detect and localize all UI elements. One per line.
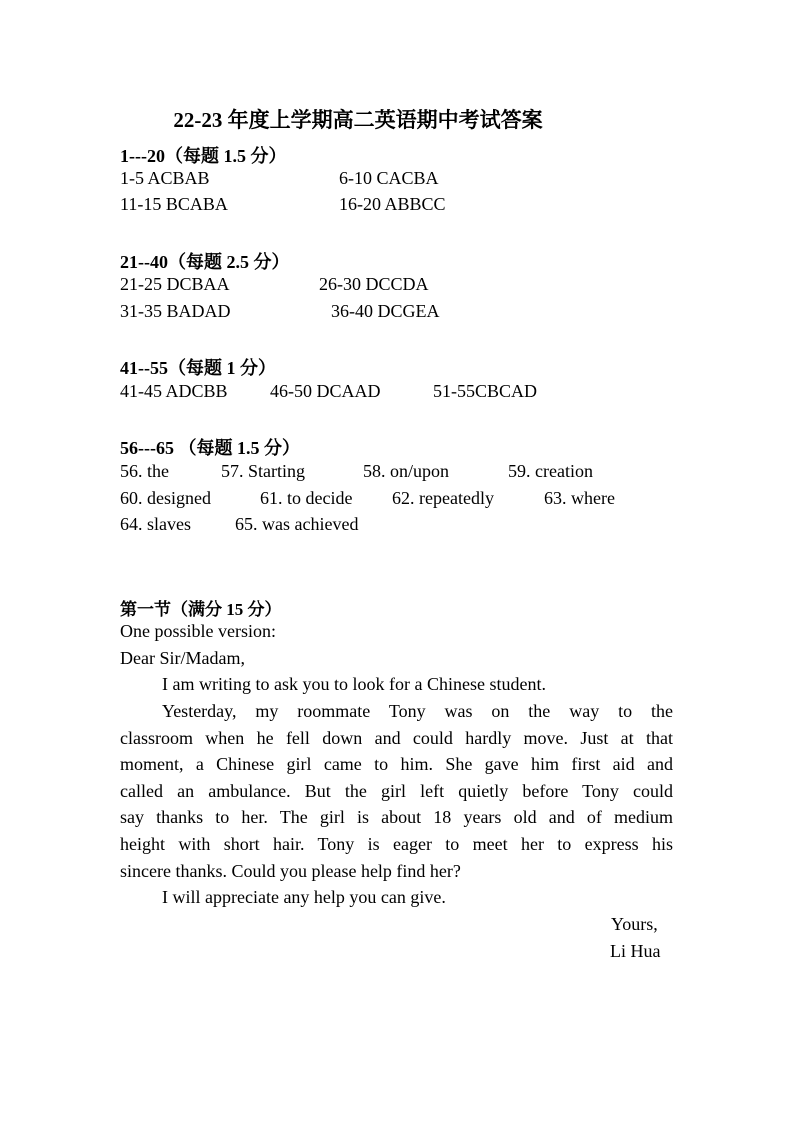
- section-heading-56-65: 56---65 （每题 1.5 分）: [120, 438, 300, 458]
- essay-paragraph-2-line: called an ambulance. But the girl left quietly before Tony could: [120, 781, 673, 801]
- essay-paragraph-2-line: say thanks to her. The girl is about 18 years old and of medium: [120, 807, 673, 827]
- essay-paragraph-1: I am writing to ask you to look for a Chinese student.: [162, 674, 546, 694]
- answer-item: 60. designed: [120, 488, 211, 508]
- answer-group: 51-55CBCAD: [433, 381, 538, 401]
- answer-item: 58. on/upon: [363, 461, 450, 481]
- answer-item: 61. to decide: [260, 488, 353, 508]
- answer-item: 65. was achieved: [235, 514, 359, 534]
- answer-item: 64. slaves: [120, 514, 191, 534]
- section-heading-21-40: 21--40（每题 2.5 分）: [120, 252, 290, 272]
- answer-group: 26-30 DCCDA: [319, 274, 429, 294]
- answer-group: 31-35 BADAD: [120, 301, 231, 321]
- essay-paragraph-2-line: height with short hair. Tony is eager to meet her to express his: [120, 834, 673, 854]
- essay-paragraph-3: I will appreciate any help you can give.: [162, 887, 446, 907]
- answer-item: 63. where: [544, 488, 615, 508]
- essay-paragraph-2-line: sincere thanks. Could you please help find her?: [120, 861, 461, 881]
- answer-item: 59. creation: [508, 461, 593, 481]
- answer-item: 56. the: [120, 461, 169, 481]
- answer-group: 16-20 ABBCC: [339, 194, 446, 214]
- model-essay: [120, 621, 673, 966]
- essay-paragraph-2-line: moment, a Chinese girl came to him. She gave him first aid and: [120, 754, 673, 774]
- answer-group: 1-5 ACBAB: [120, 168, 210, 188]
- essay-paragraph-2-line: classroom when he fell down and could hardly move. Just at that: [120, 728, 673, 748]
- answer-group: 6-10 CACBA: [339, 168, 439, 188]
- section-heading-41-55: 41--55（每题 1 分）: [120, 358, 276, 378]
- essay-intro: One possible version:: [120, 621, 276, 641]
- answer-group: 36-40 DCGEA: [331, 301, 440, 321]
- essay-salutation: Dear Sir/Madam,: [120, 648, 245, 668]
- answer-item: 57. Starting: [221, 461, 305, 481]
- answer-group: 11-15 BCABA: [120, 194, 228, 214]
- writing-heading: 第一节（满分 15 分）: [120, 600, 282, 619]
- section-heading-1-20: 1---20（每题 1.5 分）: [120, 146, 287, 166]
- answer-item: 62. repeatedly: [392, 488, 494, 508]
- essay-closing: Yours,: [611, 914, 658, 934]
- answer-group: 41-45 ADCBB: [120, 381, 228, 401]
- answer-group: 21-25 DCBAA: [120, 274, 230, 294]
- essay-signature: Li Hua: [610, 941, 661, 961]
- answer-group: 46-50 DCAAD: [270, 381, 381, 401]
- page-title: 22-23 年度上学期高二英语期中考试答案: [173, 108, 543, 132]
- essay-paragraph-2-line: Yesterday, my roommate Tony was on the way to the: [162, 701, 673, 721]
